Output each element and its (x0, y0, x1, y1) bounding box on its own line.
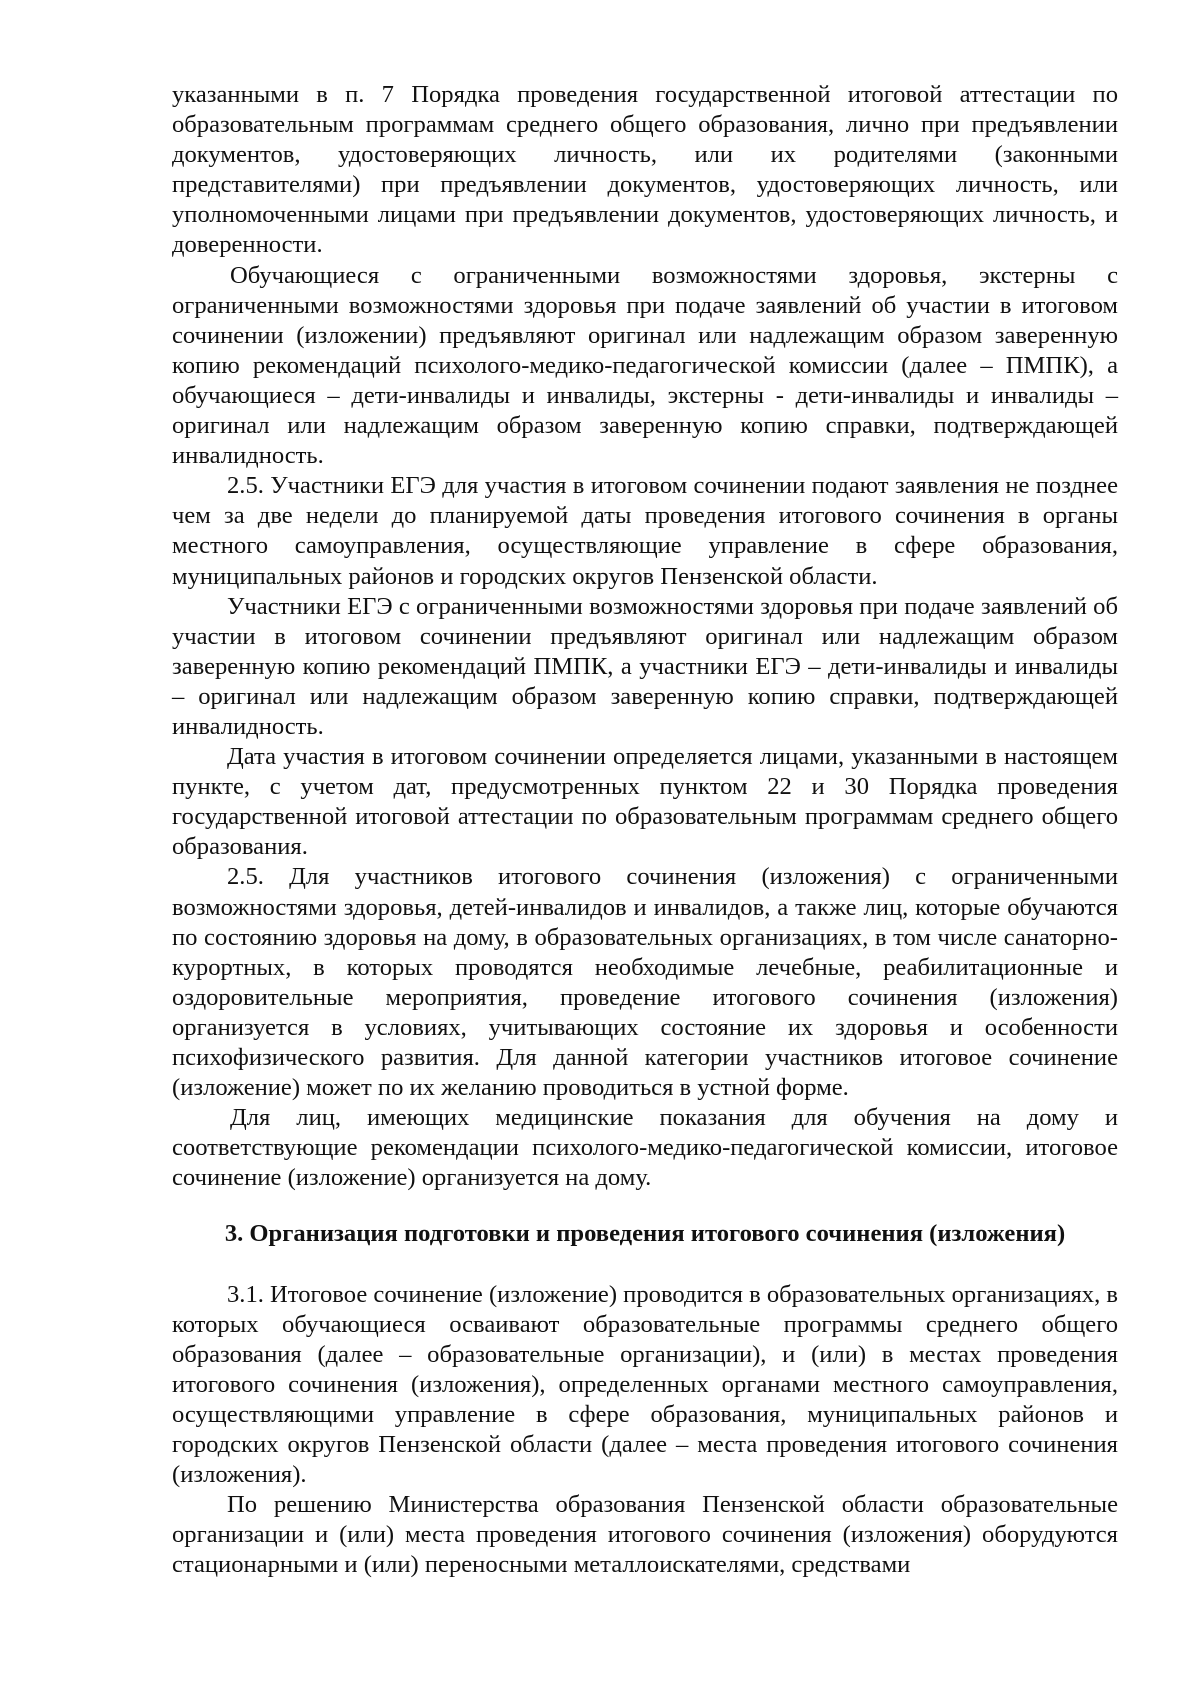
paragraph-home-schooling: Для лиц, имеющих медицинские показания для обучения на дому и соответствующие рекомендации психолого-медико-педагогической комиссии, итоговое сочинение (изложение) организуется на дому. (172, 1104, 1118, 1192)
paragraph-2-5-special-conditions: 2.5. Для участников итогового сочинения (изложения) с ограниченными возможностями здоровья, детей-инвалидов и инвалидов, а также лиц, которые обучаются по состоянию здоровья на дому, в образовательных организациях, в том числе санаторно-курортных, в которых проводятся необходимые лечебные, реабилитационные и оздоровительные мероприятия, проведение итогового сочинения (изложения) организуется в условиях, учитывающих состояние их здоровья и особенности психофизического развития. Для данной категории участников итоговое сочинение (изложение) может по их желанию проводиться в устной форме. (172, 863, 1118, 1102)
section-heading: 3. Организация подготовки и проведения итогового сочинения (изложения) (224, 1220, 1066, 1248)
paragraph-disabled-students: Обучающиеся с ограниченными возможностями здоровья, экстерны с ограниченными возможностями здоровья при подаче заявлений об участии в итоговом сочинении (изложении) предъявляют оригинал или надлежащим образом заверенную копию рекомендаций психолого-медико-педагогической комиссии (далее – ПМПК), а обучающиеся – дети-инвалиды и инвалиды, экстерны - дети-инвалиды и инвалиды – оригинал или надлежащим образом заверенную копию справки, подтверждающей инвалидность. (172, 261, 1118, 470)
paragraph-continuation: указанными в п. 7 Порядка проведения государственной итоговой аттестации по образовательным программам среднего общего образования, лично при предъявлении документов, удостоверяющих личность, или их родителями (законными представителями) при предъявлении документов, удостоверяющих личность, или уполномоченными лицами при предъявлении документов, удостоверяющих личность, и доверенности. (172, 81, 1118, 259)
document-page (172, 80, 1118, 1581)
paragraph-ministry-decision: По решению Министерства образования Пензенской области образовательные организации и (или) места проведения итогового сочинения (изложения) оборудуются стационарными и (или) переносными металлоискателями, средствами (172, 1491, 1118, 1579)
paragraph-2-5-ege-participants: 2.5. Участники ЕГЭ для участия в итоговом сочинении подают заявления не позднее чем за две недели до планируемой даты проведения итогового сочинения в органы местного самоуправления, осуществляющие управление в сфере образования, муниципальных районов и городских округов Пензенской области. (172, 472, 1118, 590)
paragraph-ege-disabled: Участники ЕГЭ с ограниченными возможностями здоровья при подаче заявлений об участии в итоговом сочинении предъявляют оригинал или надлежащим образом заверенную копию рекомендаций ПМПК, а участники ЕГЭ – дети-инвалиды и инвалиды – оригинал или надлежащим образом заверенную копию справки, подтверждающей инвалидность. (172, 592, 1118, 740)
paragraph-participation-date: Дата участия в итоговом сочинении определяется лицами, указанными в настоящем пункте, с учетом дат, предусмотренных пунктом 22 и 30 Порядка проведения государственной итоговой аттестации по образовательным программам среднего общего образования. (172, 743, 1118, 861)
paragraph-3-1: 3.1. Итоговое сочинение (изложение) проводится в образовательных организациях, в которых обучающиеся осваивают образовательные программы среднего общего образования (далее – образовательные организации), и (или) в местах проведения итогового сочинения (изложения), определенных органами местного самоуправления, осуществляющими управление в сфере образования, муниципальных районов и городских округов Пензенской области (далее – места проведения итогового сочинения (изложения). (172, 1280, 1118, 1489)
